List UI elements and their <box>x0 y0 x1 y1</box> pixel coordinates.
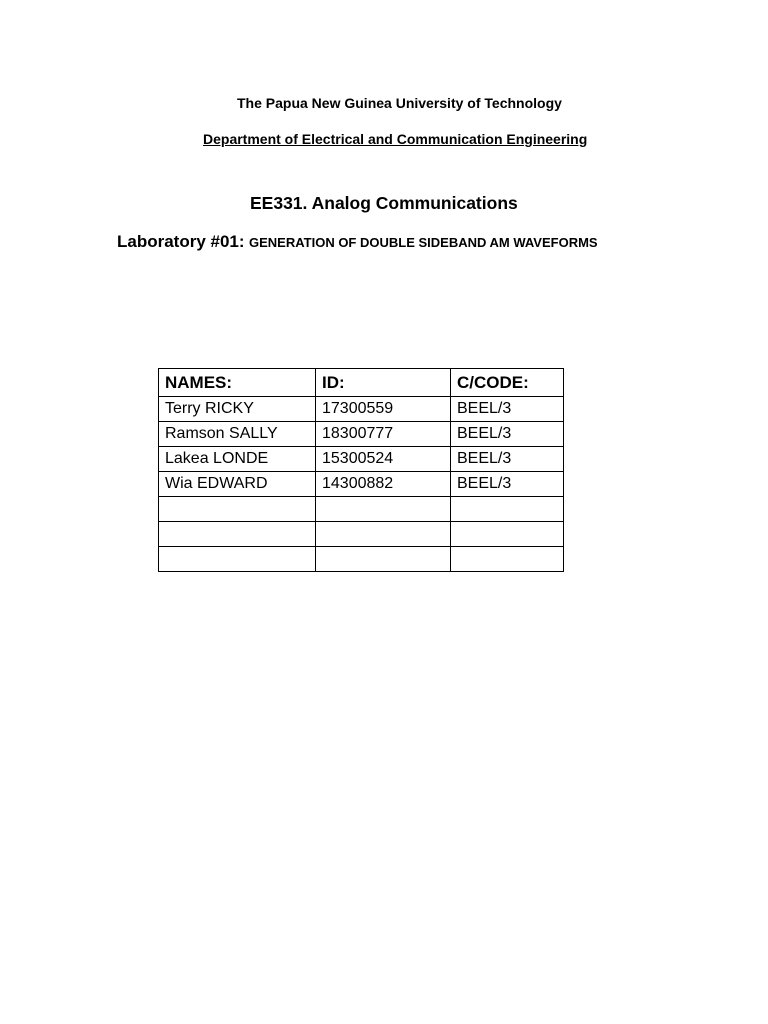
name-cell: Ramson SALLY <box>159 422 316 447</box>
code-header: C/CODE: <box>451 369 564 397</box>
lab-title: GENERATION OF DOUBLE SIDEBAND AM WAVEFORMS <box>249 235 598 250</box>
name-cell <box>159 497 316 522</box>
table-row <box>159 397 564 422</box>
lab-number: Laboratory #01: <box>117 232 245 251</box>
name-cell: Terry RICKY <box>159 397 316 422</box>
code-cell: BEEL/3 <box>451 397 564 422</box>
id-cell: 17300559 <box>316 397 451 422</box>
name-cell: Wia EDWARD <box>159 472 316 497</box>
code-cell: BEEL/3 <box>451 447 564 472</box>
course-title: EE331. Analog Communications <box>250 193 518 213</box>
department-name: Department of Electrical and Communication Engineering <box>203 131 588 147</box>
code-cell <box>451 522 564 547</box>
name-cell: Lakea LONDE <box>159 447 316 472</box>
table-header-row <box>159 369 564 397</box>
names-header: NAMES: <box>159 369 316 397</box>
table-row <box>159 447 564 472</box>
name-cell <box>159 522 316 547</box>
code-cell <box>451 547 564 572</box>
members-table <box>158 368 564 572</box>
lab-heading <box>117 232 598 252</box>
table-row <box>159 422 564 447</box>
id-cell: 15300524 <box>316 447 451 472</box>
id-cell <box>316 522 451 547</box>
code-cell: BEEL/3 <box>451 422 564 447</box>
table-row <box>159 547 564 572</box>
code-cell: BEEL/3 <box>451 472 564 497</box>
id-cell <box>316 497 451 522</box>
id-header: ID: <box>316 369 451 397</box>
table-row <box>159 472 564 497</box>
table-row <box>159 522 564 547</box>
id-cell <box>316 547 451 572</box>
name-cell <box>159 547 316 572</box>
id-cell: 14300882 <box>316 472 451 497</box>
university-name: The Papua New Guinea University of Technology <box>237 95 562 111</box>
id-cell: 18300777 <box>316 422 451 447</box>
table-row <box>159 497 564 522</box>
code-cell <box>451 497 564 522</box>
